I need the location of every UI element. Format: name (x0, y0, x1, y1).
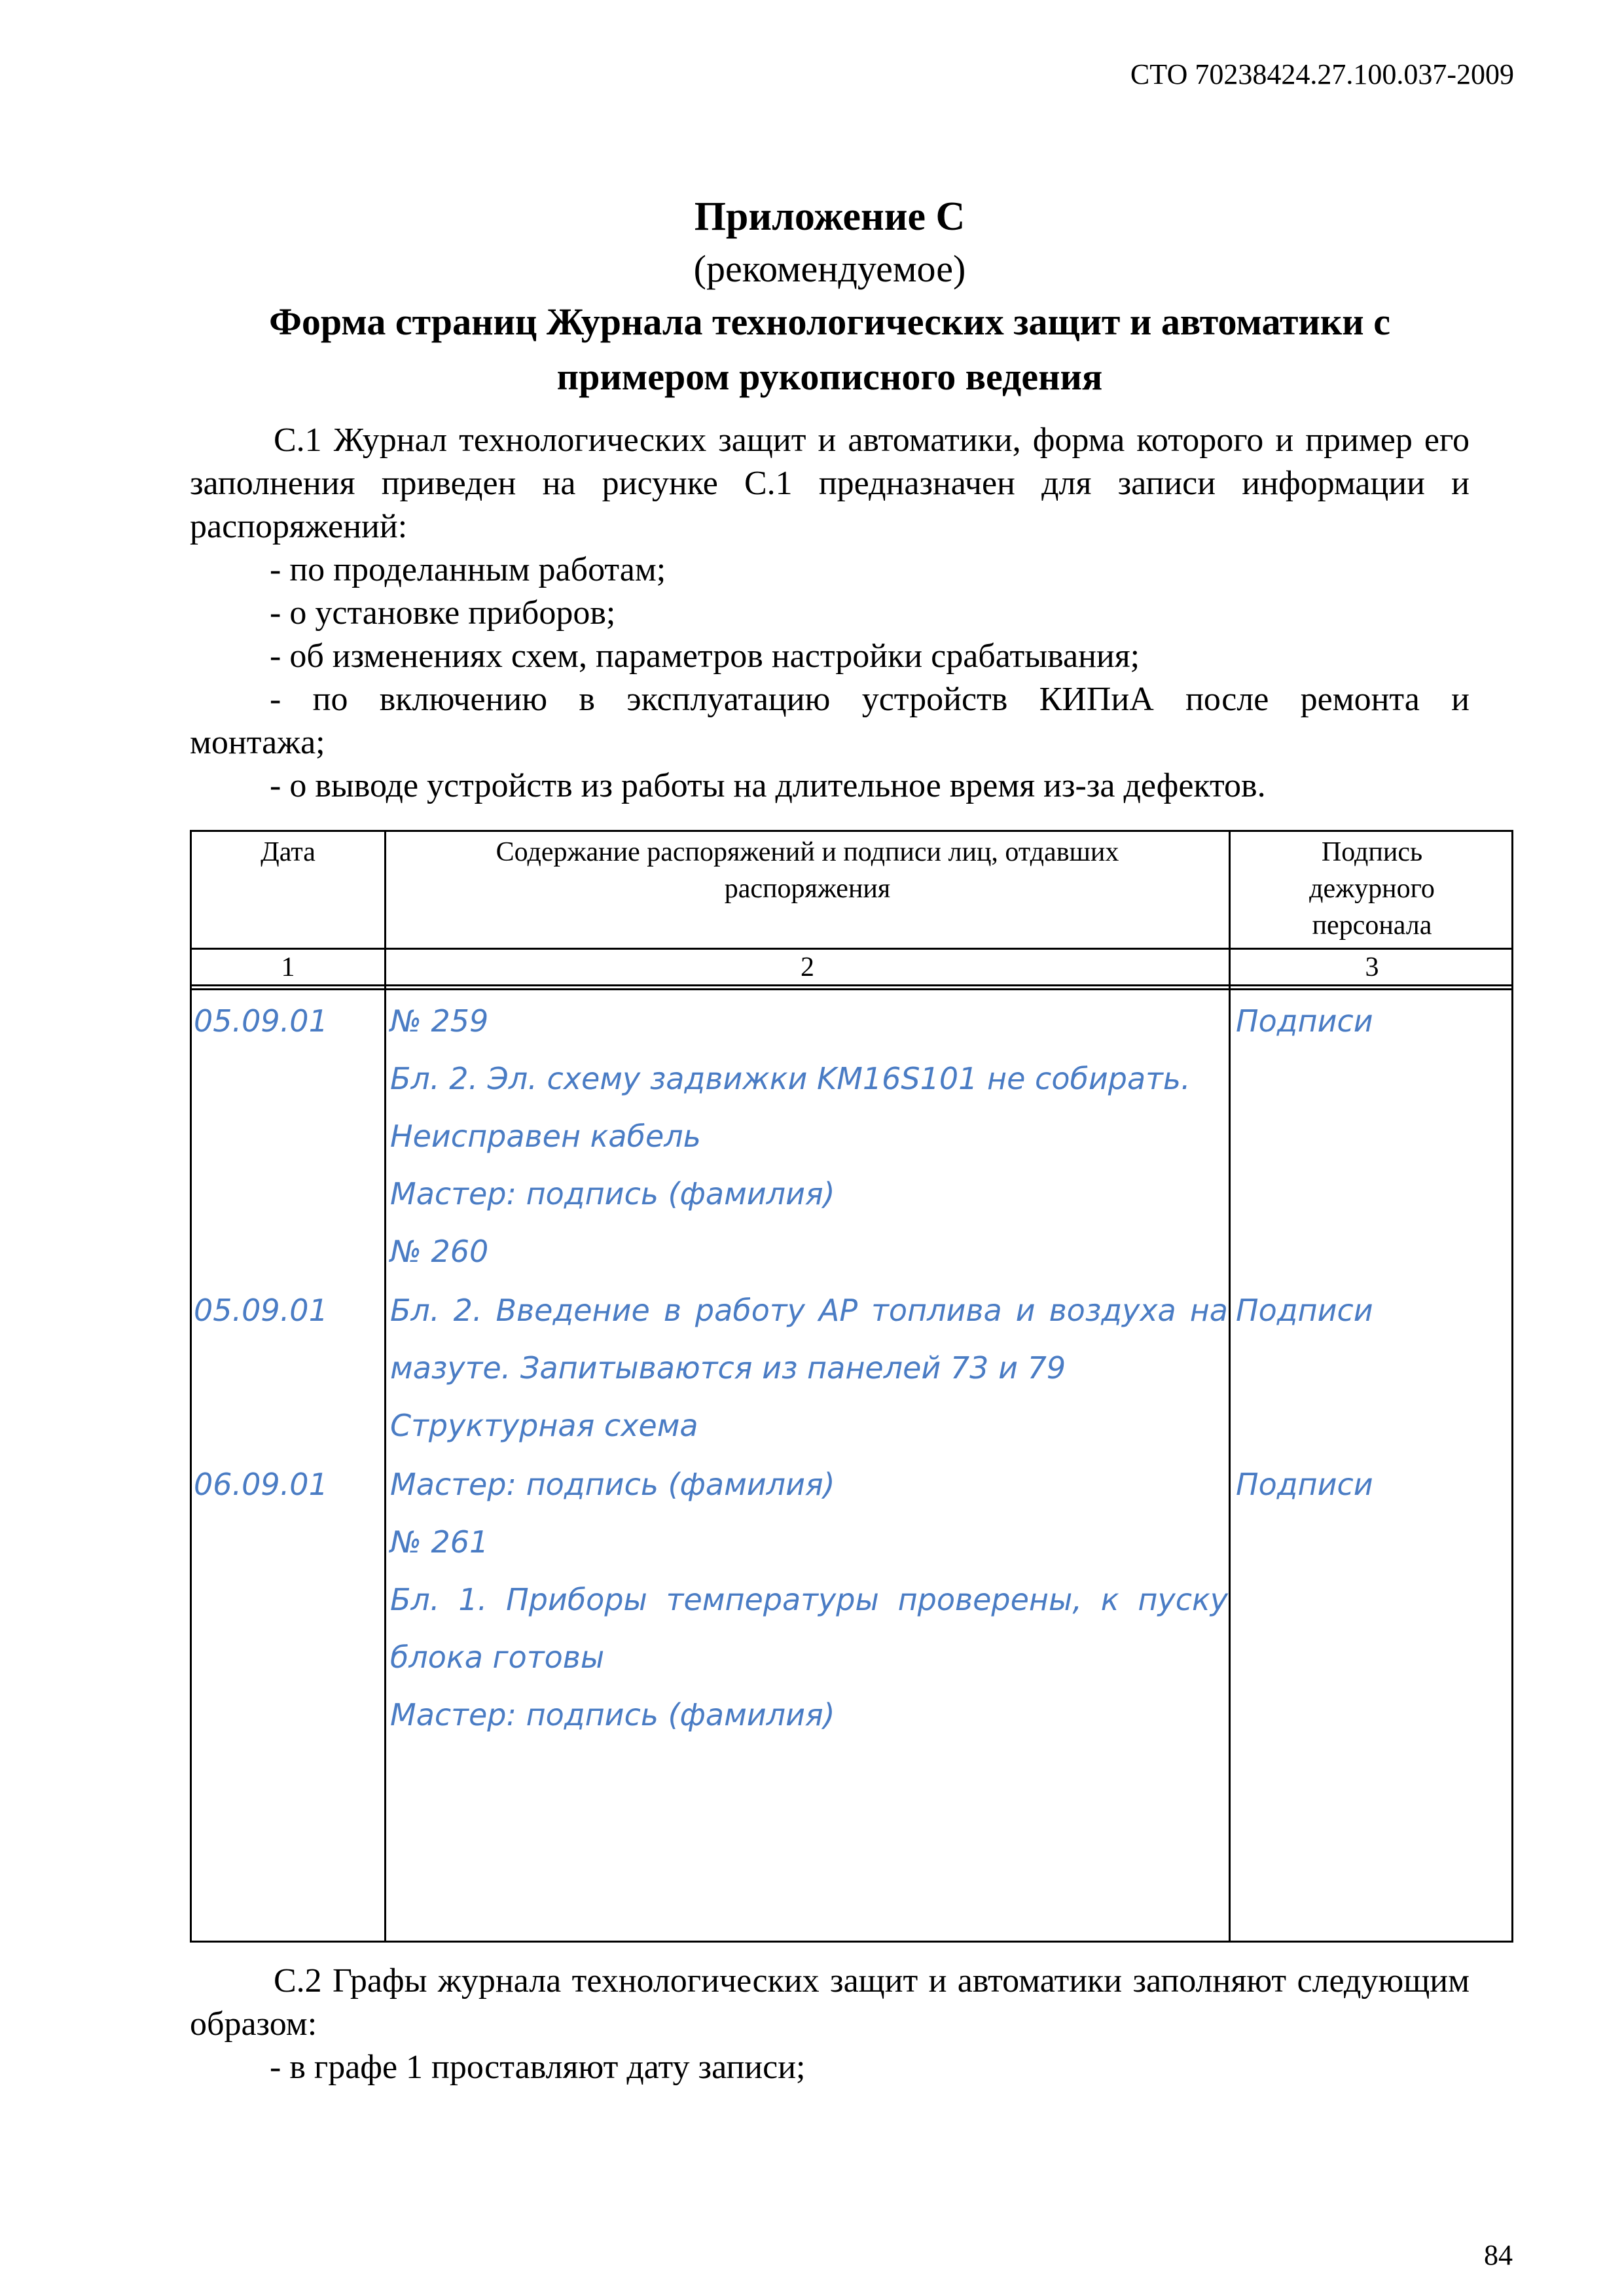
appendix-status: (рекомендуемое) (693, 247, 966, 290)
page-number: 84 (1484, 2239, 1513, 2271)
table-header-signature-line3: персонала (1312, 910, 1432, 941)
table-header-signature (1231, 834, 1513, 944)
table-border-bottom (190, 1941, 1513, 1943)
table-header-signature-line1: Подпись (1321, 837, 1423, 867)
entry-line: № 260 (390, 1234, 489, 1269)
appendix-title: Приложение С (694, 194, 965, 239)
section1-item-4: - по включению в эксплуатацию устройств КИПиА после ремонта и (270, 681, 1470, 718)
appendix-heading-line1: Форма страниц Журнала технологических защит и автоматики с (269, 300, 1390, 343)
entry-line: Структурная схема (390, 1408, 698, 1443)
entry-date-1: 05.09.01 (194, 1003, 328, 1039)
section1-item-4-cont: монтажа; (190, 724, 325, 761)
entry-line: Мастер: подпись (фамилия) (390, 1467, 835, 1502)
section2-item-1: - в графе 1 проставляют дату записи; (270, 2049, 806, 2086)
table-border-left (190, 830, 192, 1943)
entry-line: Бл. 2. Эл. схему задвижки KM16S101 не собирать. (390, 1061, 1191, 1096)
table-header-date: Дата (261, 837, 316, 867)
table-header-signature-line2: дежурного (1309, 874, 1435, 904)
entry-line: № 261 (390, 1524, 489, 1560)
section1-item-5: - о выводе устройств из работы на длительное время из-за дефектов. (270, 767, 1266, 804)
document-code: СТО 70238424.27.100.037-2009 (1130, 58, 1514, 90)
entry-date-3: 06.09.01 (194, 1467, 328, 1502)
table-col-divider-2 (1229, 830, 1231, 1943)
entry-line: № 259 (390, 1003, 489, 1039)
entry-date-2: 05.09.01 (194, 1293, 328, 1328)
journal-table (190, 830, 1513, 1943)
section1-item-3: - об изменениях схем, параметров настройки срабатывания; (270, 637, 1140, 675)
entry-line: Бл. 2. Введение в работу АР топлива и воздуха на (390, 1293, 1228, 1328)
section1-item-2: - о установке приборов; (270, 594, 616, 632)
appendix-heading-line2: примером рукописного ведения (556, 355, 1103, 398)
title-block (190, 190, 1470, 404)
section2-intro-text: С.2 Графы журнала технологических защит и автоматики заполняют следующим образом: (190, 1962, 1470, 2043)
entry-line: Неисправен кабель (390, 1119, 701, 1154)
entry-signature-2: Подписи (1236, 1293, 1373, 1328)
section1-intro-text: С.1 Журнал технологических защит и автоматики, форма которого и пример его заполнения приведен на рисунке С.1 предназначен для записи информации и распоряжений: (190, 422, 1470, 545)
table-col-number-3: 3 (1365, 952, 1379, 982)
entry-signature-1: Подписи (1236, 1003, 1373, 1039)
table-col-number-2: 2 (801, 952, 814, 982)
table-header-content-line1: Содержание распоряжений и подписи лиц, отдавших (496, 837, 1119, 867)
section1-intro (190, 419, 1470, 548)
table-header-content (386, 834, 1229, 907)
entry-line: Мастер: подпись (фамилия) (390, 1176, 835, 1211)
entry-line: Мастер: подпись (фамилия) (390, 1697, 835, 1732)
table-border-top (190, 830, 1513, 832)
section1-item-1: - по проделанным работам; (270, 551, 666, 588)
table-col-number-1: 1 (281, 952, 295, 982)
entry-signature-3: Подписи (1236, 1467, 1373, 1502)
table-border-right (1511, 830, 1513, 1943)
table-header-content-line2: распоряжения (724, 874, 891, 904)
entry-line: Бл. 1. Приборы температуры проверены, к пуску (390, 1582, 1228, 1617)
table-number-divider-b (190, 988, 1513, 990)
section2-intro (190, 1960, 1470, 2046)
entry-line: мазуте. Запитываются из панелей 73 и 79 (390, 1350, 1066, 1386)
table-col-divider-1 (384, 830, 386, 1943)
entry-line: блока готовы (390, 1640, 605, 1675)
